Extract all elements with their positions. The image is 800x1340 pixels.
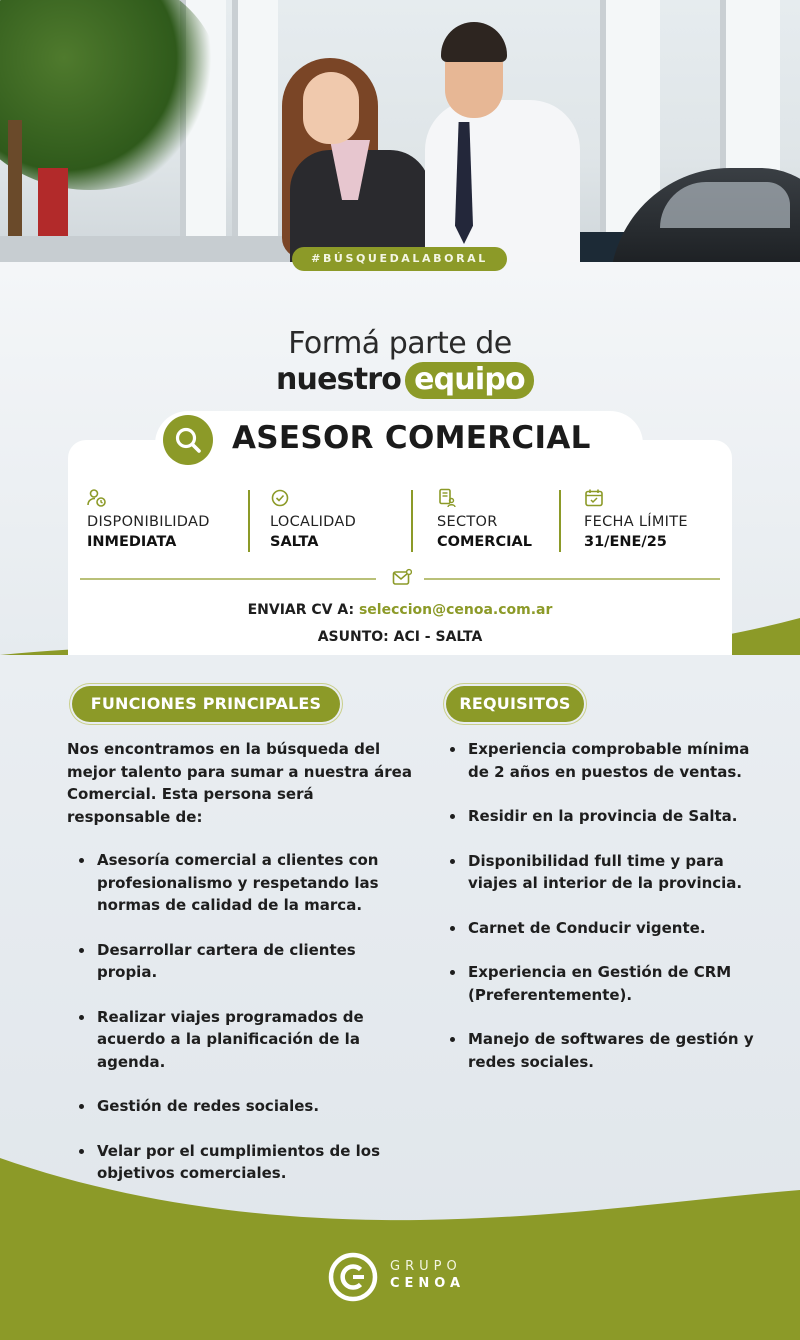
divider bbox=[248, 490, 250, 552]
detail-label: DISPONIBILIDAD bbox=[87, 514, 210, 530]
detail-availability bbox=[87, 488, 210, 550]
headline-plain: nuestro bbox=[276, 362, 402, 397]
list-item: Velar por el cumplimientos de los objetivos comerciales. bbox=[67, 1140, 417, 1185]
list-item: Manejo de softwares de gestión y redes sociales. bbox=[438, 1028, 758, 1073]
divider-left bbox=[80, 578, 376, 580]
detail-label: SECTOR bbox=[437, 514, 498, 530]
hashtag-badge: #BÚSQUEDALABORAL bbox=[292, 247, 507, 271]
list-item: Experiencia en Gestión de CRM (Preferentemente). bbox=[438, 961, 758, 1006]
man-body bbox=[425, 100, 580, 262]
detail-label: LOCALIDAD bbox=[270, 514, 357, 530]
detail-value: 31/ENE/25 bbox=[584, 534, 667, 550]
send-cv-label: ENVIAR CV A: bbox=[247, 602, 355, 618]
list-item: Carnet de Conducir vigente. bbox=[438, 917, 758, 940]
divider bbox=[559, 490, 561, 552]
mail-icon bbox=[392, 568, 412, 588]
headline-highlight: equipo bbox=[405, 362, 534, 399]
search-icon bbox=[163, 415, 213, 465]
woman-face bbox=[303, 72, 359, 144]
brand-line2: CENOA bbox=[390, 1276, 466, 1291]
detail-sector bbox=[437, 488, 532, 550]
brand-line1: GRUPO bbox=[390, 1259, 462, 1274]
headline-line2 bbox=[276, 362, 534, 399]
list-item: Disponibilidad full time y para viajes al interior de la provincia. bbox=[438, 850, 758, 895]
headline-line1: Formá parte de bbox=[288, 326, 512, 361]
detail-location bbox=[270, 488, 356, 550]
detail-value: SALTA bbox=[270, 534, 319, 550]
list-item: Residir en la provincia de Salta. bbox=[438, 805, 758, 828]
functions-intro: Nos encontramos en la búsqueda del mejor talento para sumar a nuestra área Comercial. Esta persona será responsable de: bbox=[67, 740, 412, 826]
detail-value: COMERCIAL bbox=[437, 534, 532, 550]
list-item: Experiencia comprobable mínima de 2 años en puestos de ventas. bbox=[438, 738, 758, 783]
detail-label: FECHA LÍMITE bbox=[584, 514, 688, 530]
functions-title: FUNCIONES PRINCIPALES bbox=[72, 686, 340, 722]
email-subject: ASUNTO: ACI - SALTA bbox=[317, 629, 483, 645]
detail-deadline bbox=[584, 488, 688, 550]
list-item: Gestión de redes sociales. bbox=[67, 1095, 417, 1118]
list-item: Desarrollar cartera de clientes propia. bbox=[67, 939, 417, 984]
detail-value: INMEDIATA bbox=[87, 534, 177, 550]
list-item: Asesoría comercial a clientes con profesionalismo y respetando las normas de calidad de la marca. bbox=[67, 849, 417, 917]
car-window bbox=[660, 182, 790, 228]
list-item: Realizar viajes programados de acuerdo a la planificación de la agenda. bbox=[67, 1006, 417, 1074]
requirements-list bbox=[438, 738, 758, 1095]
calendar-check-icon bbox=[584, 488, 604, 508]
divider bbox=[411, 490, 413, 552]
email-link[interactable]: seleccion@cenoa.com.ar bbox=[358, 602, 553, 618]
check-circle-icon bbox=[270, 488, 290, 508]
window-frame bbox=[232, 0, 278, 262]
person-clock-icon bbox=[87, 488, 107, 508]
requirements-title: REQUISITOS bbox=[446, 686, 584, 722]
man-hair bbox=[441, 22, 507, 62]
footer-wave bbox=[0, 1150, 800, 1340]
cenoa-logo-icon bbox=[327, 1251, 379, 1303]
job-title: ASESOR COMERCIAL bbox=[232, 420, 591, 456]
hero-photo bbox=[0, 0, 800, 262]
divider-right bbox=[424, 578, 720, 580]
document-person-icon bbox=[437, 488, 457, 508]
send-cv-line bbox=[0, 602, 800, 618]
